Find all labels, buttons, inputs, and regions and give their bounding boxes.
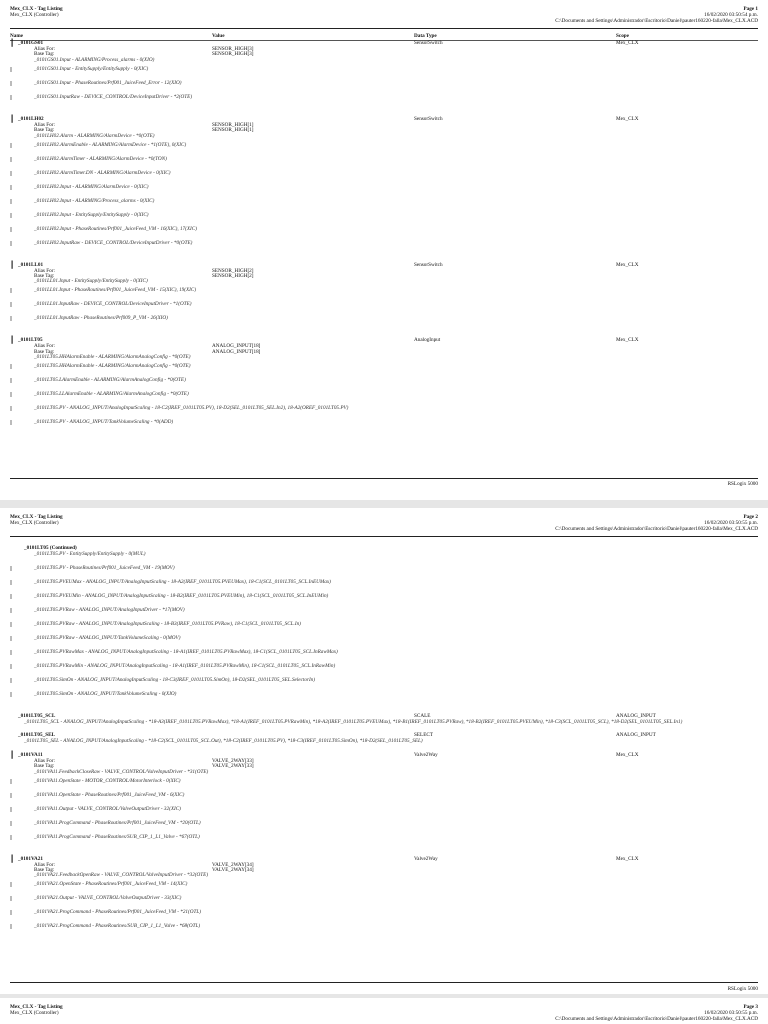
tag-list — [10, 41, 758, 442]
footer-rule — [10, 982, 758, 983]
change-bar — [10, 882, 12, 887]
change-bar — [10, 378, 12, 383]
reference-text: _0101LT05.PVRaw - ANALOG_INPUT/AnalogInputDriver - *17(MOV) — [34, 607, 185, 613]
reference-text: _0101LT05.PV - ANALOG_INPUT/TankVolumeScaling - *0(ADD) — [34, 419, 174, 426]
change-bar — [10, 143, 12, 148]
reference-line — [10, 157, 758, 171]
scl-reference: _0101LT05_SCL - ANALOG_INPUT/AnalogInputScaling - *18-A3(IREF_0101LT05.PVRawMax), *18-A1(IREF_0101LT05.PVRawMin), *18-A2(IREF_0101LT05.PVEUMax), *18-B1(IREF_0101LT05.PVRaw), *18-B2(IREF_0101LT05.PVEUMin), *18-C3(SCL_0101LT05_SCL), *18-D2(SEL_0101LT05_SEL.In1) — [24, 719, 683, 725]
reference-line — [10, 594, 758, 608]
change-bar — [10, 213, 12, 218]
report-subtitle: Mex_CLX (Controller) — [10, 520, 59, 527]
reference-text: _0101LL01.InputRaw - PhaseRoutines/Prf009_P_VM - 26(XIO) — [34, 315, 168, 322]
reference-text: _0101VA11.ProgCommand - PhaseRoutines/Prf001_JuiceFeed_VM - *20(OTL) — [34, 819, 201, 826]
tag-name: _0101LL01 — [18, 261, 44, 268]
change-bar — [10, 608, 12, 613]
tag-icon: ┃ — [10, 854, 15, 863]
sel-block — [10, 733, 758, 752]
sel-header-row — [10, 733, 758, 739]
change-bar — [10, 924, 12, 929]
base-value: ANALOG_INPUT[18] — [212, 348, 261, 355]
page-header — [10, 998, 758, 1024]
alias-value: VALVE_2WAY[33] — [212, 757, 254, 764]
reference-line: _0101LT05.HHAlarmEnable - ALARMING/AlarmAnalogConfig - *0(OTE) — [34, 354, 191, 361]
reference-text: _0101VA21.OpenState - PhaseRoutines/Prf001_JuiceFeed_VM - 14(XIC) — [34, 881, 188, 888]
change-bar — [10, 364, 12, 369]
change-bar — [10, 580, 12, 585]
reference-text: _0101GS01.InputRaw - DEVICE_CONTROL/DeviceInputDriver - *2(OTE) — [34, 93, 193, 100]
reference-text: _0101GS01.Input - PhaseRoutines/Prf001_JuiceFeed_Error - 12(XIO) — [34, 79, 182, 86]
tag-data-type: AnalogInput — [414, 337, 441, 344]
reference-text: _0101LH02.Input - EntitySupply/EntitySupply - 0(XIC) — [34, 211, 149, 218]
base-value: VALVE_2WAY[33] — [212, 763, 254, 770]
tag-name: _0101LH02 — [18, 115, 44, 122]
report-title: Mex_CLX - Tag Listing — [10, 1004, 63, 1010]
reference-line — [10, 678, 758, 692]
header-left — [10, 514, 63, 526]
page-header — [10, 0, 758, 32]
tag-icon: ┃ — [10, 114, 15, 123]
tag-data-type: Valve2Way — [414, 751, 438, 758]
tag-scope: Mex_CLX — [616, 40, 639, 46]
col-name: Name — [10, 33, 23, 39]
col-scope: Scope — [616, 33, 629, 39]
reference-text: _0101LT05.PVRaw - ANALOG_INPUT/AnalogInputScaling - 18-B3(IREF_0101LT05.PVRaw), 18-C1(SCL_0101LT05_SCL.In) — [34, 621, 301, 627]
reference-line — [10, 664, 758, 678]
spacer — [10, 109, 758, 117]
spacer — [10, 434, 758, 442]
scl-data-type: SCALE — [414, 713, 431, 719]
reference-line — [10, 821, 758, 835]
change-bar — [10, 594, 12, 599]
print-datetime: 16/02/2020 03:50:54 p.m. — [704, 12, 758, 19]
alias-label: Alias For: — [34, 46, 55, 52]
reference-text: _0101LT05.PV - PhaseRoutines/Prf001_JuiceFeed_VM - 19(MOV) — [34, 565, 175, 571]
reference-text: _0101LT05.PVRaw - ANALOG_INPUT/TankVolumeScaling - 0(MOV) — [34, 635, 181, 641]
base-label: Base Tag: — [34, 51, 55, 58]
column-header — [10, 32, 758, 41]
tag-scope: Mex_CLX — [616, 751, 639, 758]
change-bar — [10, 678, 12, 683]
change-bar — [10, 896, 12, 901]
change-bar — [10, 95, 12, 100]
change-bar — [10, 910, 12, 915]
tag-name: _0101VA21 — [18, 855, 43, 862]
base-label: Base Tag: — [34, 272, 55, 279]
sel-reference: _0101LT05_SEL - ANALOG_INPUT/AnalogInputScaling - *18-C2(SCL_0101LT05_SCL.Out), *18-C2(IREF_0101LT05.PV), *18-C3(IREF_0101LT05.SimOn), *18-D2(SEL_0101LT05_SEL) — [24, 738, 423, 745]
print-datetime: 16/02/2020 03:50:55 p.m. — [704, 520, 758, 527]
alias-label: Alias For: — [34, 121, 55, 128]
reference-text: _0101LT05.PVRawMin - ANALOG_INPUT/AnalogInputScaling - 18-A1(IREF_0101LT05.PVRawMin), 18-C1(SCL_0101LT05_SCL.InRawMin) — [34, 663, 336, 669]
tag-block — [10, 114, 758, 263]
tag-block — [10, 750, 758, 857]
tag-icon: ┃ — [10, 260, 15, 269]
change-bar — [10, 288, 12, 293]
reference-text: _0101LL01.InputRaw - DEVICE_CONTROL/DeviceInputDriver - *1(OTE) — [34, 301, 192, 308]
reference-text: _0101LT05.PVEUMin - ANALOG_INPUT/AnalogInputScaling - 18-B2(IREF_0101LT05.PVEUMin), 18-C1(SCL_0101LT05_SCL.InEUMin) — [34, 593, 329, 599]
change-bar — [10, 692, 12, 697]
print-datetime: 16/02/2020 03:50:55 p.m. — [704, 1010, 758, 1017]
reference-line: _0101VA21.FeedbackOpenRaw - VALVE_CONTROL/ValveInputDriver - *32(OTE) — [34, 872, 209, 879]
reference-text: _0101LT05.SimOn - ANALOG_INPUT/AnalogInputScaling - 18-C3(IREF_0101LT05.SimOn), 18-D2(SEL_0101LT05_SEL.SelectorIn) — [34, 677, 316, 683]
reference-text: _0101LH02.AlarmTimer - ALARMING/AlarmDevice - *0(TON) — [34, 155, 167, 162]
col-value: Value — [212, 33, 225, 39]
reference-line — [10, 227, 758, 241]
reference-line — [10, 199, 758, 213]
alias-label: Alias For: — [34, 861, 55, 868]
alias-value: VALVE_2WAY[34] — [212, 861, 254, 868]
tag-name: _0101VA11 — [18, 751, 43, 758]
tag-name: _0101LT05 — [18, 337, 43, 344]
base-value: SENSOR_HIGH[3] — [212, 51, 254, 58]
change-bar — [10, 241, 12, 246]
tag-data-type: SensorSwitch — [414, 40, 443, 46]
change-bar — [10, 227, 12, 232]
reference-text: _0101VA21.ProgCommand - PhaseRoutines/Prf001_JuiceFeed_VM - *21(OTL) — [34, 909, 201, 916]
change-bar — [10, 793, 12, 798]
tag-name: _0101GS01 — [18, 40, 44, 46]
change-bar — [10, 67, 12, 72]
file-path: C:\Documents and Settings\Administrador\Escritorio\Daniel\pauter160220-falla\Mex_CLX.ACD — [555, 526, 758, 533]
reference-line — [10, 835, 758, 849]
reference-line — [10, 171, 758, 185]
page-header — [10, 508, 758, 540]
header-rule — [10, 536, 758, 537]
reference-text: _0101LH02.Input - ALARMING/Process_alarms - 0(XIC) — [34, 197, 155, 204]
tag-icon: ┃ — [10, 336, 15, 345]
report-title: Mex_CLX - Tag Listing — [10, 514, 63, 520]
page-3-partial — [0, 998, 768, 1024]
reference-text: _0101VA11.ProgCommand - PhaseRoutines/SUB_CIP_1_L1_Valve - *67(OTL) — [34, 833, 200, 840]
reference-text: _0101VA11.OpenState - MOTOR_CONTROL/MotorInterlock - 0(XIC) — [34, 777, 181, 784]
spacer — [10, 849, 758, 857]
reference-text: _0101LL01.Input - PhaseRoutines/Prf001_JuiceFeed_VM - 15(XIC), 19(XIC) — [34, 287, 197, 294]
page-number: Page 1 — [743, 6, 758, 12]
spacer — [10, 330, 758, 338]
reference-text: _0101LT05.HHAlarmEnable - ALARMING/AlarmAnalogConfig - *0(OTE) — [34, 363, 191, 370]
tag-block — [10, 338, 758, 442]
reference-text: _0101VA21.ProgCommand - PhaseRoutines/SUB_CIP_1_L1_Valve - *68(OTL) — [34, 923, 201, 930]
scl-scope: ANALOG_INPUT — [616, 713, 656, 719]
reference-line — [10, 793, 758, 807]
reference-line — [10, 552, 758, 566]
reference-line — [10, 779, 758, 793]
base-label: Base Tag: — [34, 763, 55, 770]
spacer — [10, 745, 758, 753]
continued-tag-name: _0101LT05 (Continued) — [24, 545, 77, 551]
reference-line: _0101LL01.Input - EntitySupply/EntitySupply - 0(XIC) — [34, 278, 148, 285]
file-path: C:\Documents and Settings\Administrador\Escritorio\Daniel\pauter160220-falla\Mex_CLX.ACD — [555, 1016, 758, 1023]
footer-rule — [10, 478, 758, 479]
page-number: Page 3 — [743, 1004, 758, 1010]
header-right — [555, 514, 758, 533]
scl-tag-name: _0101LT05_SCL — [18, 713, 56, 719]
base-value: SENSOR_HIGH[2] — [212, 272, 254, 279]
sel-scope: ANALOG_INPUT — [616, 732, 656, 739]
tag-block — [10, 260, 758, 339]
page-footer: RSLogix 5000 — [727, 986, 758, 992]
reference-line — [10, 692, 758, 706]
spacer — [10, 938, 758, 946]
sel-tag-name: _0101LT05_SEL — [18, 732, 55, 739]
reference-line — [10, 95, 758, 109]
page-1 — [0, 0, 768, 500]
alias-label: Alias For: — [34, 267, 55, 274]
reference-text: _0101LT05.PVRawMax - ANALOG_INPUT/AnalogInputScaling - 18-A1(IREF_0101LT05.PVRawMax), 18-C1(SCL_0101LT05_SCL.InRawMax) — [34, 649, 338, 655]
reference-text: _0101LT05.LAlarmEnable - ALARMING/AlarmAnalogConfig - *0(OTE) — [34, 377, 186, 384]
alias-value: ANALOG_INPUT[18] — [212, 343, 261, 350]
change-bar — [10, 622, 12, 627]
tag-data-type: SensorSwitch — [414, 261, 443, 268]
page-footer: RSLogix 5000 — [727, 481, 758, 487]
alias-label: Alias For: — [34, 757, 55, 764]
base-value: SENSOR_HIGH[1] — [212, 127, 254, 134]
reference-text: _0101VA11.OpenState - PhaseRoutines/Prf001_JuiceFeed_VM - 6(XIC) — [34, 791, 185, 798]
alias-value: SENSOR_HIGH[3] — [212, 46, 254, 52]
reference-text: _0101LH02.AlarmEnable - ALARMING/AlarmDevice - *1(OTE), 0(XIC) — [34, 141, 187, 148]
reference-line: _0101LH02.Alarm - ALARMING/AlarmDevice - *0(OTE) — [34, 132, 155, 139]
tag-scope: Mex_CLX — [616, 261, 639, 268]
col-type: Data Type — [414, 33, 437, 39]
base-value: VALVE_2WAY[34] — [212, 866, 254, 873]
scl-header-row — [10, 714, 758, 720]
reference-text: _0101LT05.PV - ANALOG_INPUT/AnalogInputScaling - 18-C2(IREF_0101LT05.PV), 18-D2(SEL_0101LT05_SEL.In2), 18-A2(OREF_0101LT05.PV) — [34, 405, 349, 412]
reference-line: _0101VA11.FeedbackCloseRaw - VALVE_CONTROL/ValveInputDriver - *31(OTE) — [34, 768, 209, 775]
change-bar — [10, 157, 12, 162]
tag-icon: ┃ — [10, 39, 15, 47]
reference-text: _0101LH02.Input - PhaseRoutines/Prf001_JuiceFeed_VM - 16(XIC), 17(XIC) — [34, 225, 197, 232]
alias-label: Alias For: — [34, 343, 55, 350]
change-bar — [10, 664, 12, 669]
tag-icon: ┃ — [10, 750, 15, 759]
change-bar — [10, 636, 12, 641]
change-bar — [10, 316, 12, 321]
tag-block — [10, 854, 758, 947]
reference-line — [10, 420, 758, 434]
change-bar — [10, 650, 12, 655]
change-bar — [10, 392, 12, 397]
reference-line — [10, 924, 758, 938]
reference-text: _0101LT05.PV - EntitySupply/EntitySupply - 0(MUL) — [34, 551, 146, 557]
reference-text: _0101LT05.SimOn - ANALOG_INPUT/TankVolumeScaling - 0(XIO) — [34, 691, 177, 697]
reference-line — [10, 316, 758, 330]
tag-scope: Mex_CLX — [616, 115, 639, 122]
change-bar — [10, 420, 12, 425]
change-bar — [10, 199, 12, 204]
tag-scope: Mex_CLX — [616, 337, 639, 344]
sel-data-type: SELECT — [414, 732, 434, 739]
reference-line — [10, 807, 758, 821]
reference-line — [10, 213, 758, 227]
tag-data-type: Valve2Way — [414, 855, 438, 862]
reference-line — [10, 143, 758, 157]
reference-text: _0101LH02.Input - ALARMING/AlarmDevice - 0(XIC) — [34, 183, 149, 190]
spacer — [10, 255, 758, 263]
reference-line — [10, 580, 758, 594]
change-bar — [10, 807, 12, 812]
reference-line — [10, 67, 758, 81]
change-bar — [10, 302, 12, 307]
reference-text: _0101LT05.LLAlarmEnable - ALARMING/AlarmAnalogConfig - *0(OTE) — [34, 391, 189, 398]
tag-data-type: SensorSwitch — [414, 115, 443, 122]
alias-value: SENSOR_HIGH[1] — [212, 121, 254, 128]
reference-text: _0101VA21.Output - VALVE_CONTROL/ValveOutputDriver - 33(XIC) — [34, 895, 182, 902]
reference-line — [10, 636, 758, 650]
report-subtitle: Mex_CLX (Controller) — [10, 1010, 59, 1017]
reference-line — [10, 622, 758, 636]
base-label: Base Tag: — [34, 127, 55, 134]
reference-line — [10, 566, 758, 580]
scl-block — [10, 714, 758, 733]
change-bar — [10, 779, 12, 784]
change-bar — [10, 835, 12, 840]
tag-scope: Mex_CLX — [616, 855, 639, 862]
header-rule — [10, 28, 758, 29]
report-title: Mex_CLX - Tag Listing — [10, 6, 63, 12]
reference-text: _0101LT05.PVEUMax - ANALOG_INPUT/AnalogInputScaling - 18-A2(IREF_0101LT05.PVEUMax), 18-C1(SCL_0101LT05_SCL.InEUMax) — [34, 579, 331, 585]
alias-value: SENSOR_HIGH[2] — [212, 267, 254, 274]
reference-text: _0101VA11.Output - VALVE_CONTROL/ValveOutputDriver - 32(XIC) — [34, 805, 181, 812]
continued-block — [10, 546, 758, 714]
change-bar — [10, 566, 12, 571]
change-bar — [10, 821, 12, 826]
reference-line — [10, 81, 758, 95]
reference-text: _0101LH02.AlarmTimer.DN - ALARMING/AlarmDevice - 0(XIC) — [34, 169, 171, 176]
change-bar — [10, 185, 12, 190]
reference-line — [10, 608, 758, 622]
page-2 — [0, 508, 768, 994]
file-path: C:\Documents and Settings\Administrador\Escritorio\Daniel\pauter160220-falla\Mex_CLX.ACD — [555, 18, 758, 25]
reference-line — [10, 650, 758, 664]
base-label: Base Tag: — [34, 348, 55, 355]
change-bar — [10, 171, 12, 176]
report-subtitle: Mex_CLX (Controller) — [10, 12, 59, 19]
tag-block — [10, 41, 758, 117]
reference-text: _0101LH02.InputRaw - DEVICE_CONTROL/DeviceInputDriver - *0(OTE) — [34, 239, 193, 246]
reference-line — [10, 241, 758, 255]
base-label: Base Tag: — [34, 866, 55, 873]
page-number: Page 2 — [743, 514, 758, 520]
reference-line — [10, 185, 758, 199]
change-bar — [10, 406, 12, 411]
change-bar — [10, 81, 12, 86]
reference-text: _0101GS01.Input - EntitySupply/EntitySupply - 0(XIC) — [34, 65, 149, 72]
reference-line: _0101GS01.Input - ALARMING/Process_alarms - 0(XIO) — [34, 56, 155, 63]
